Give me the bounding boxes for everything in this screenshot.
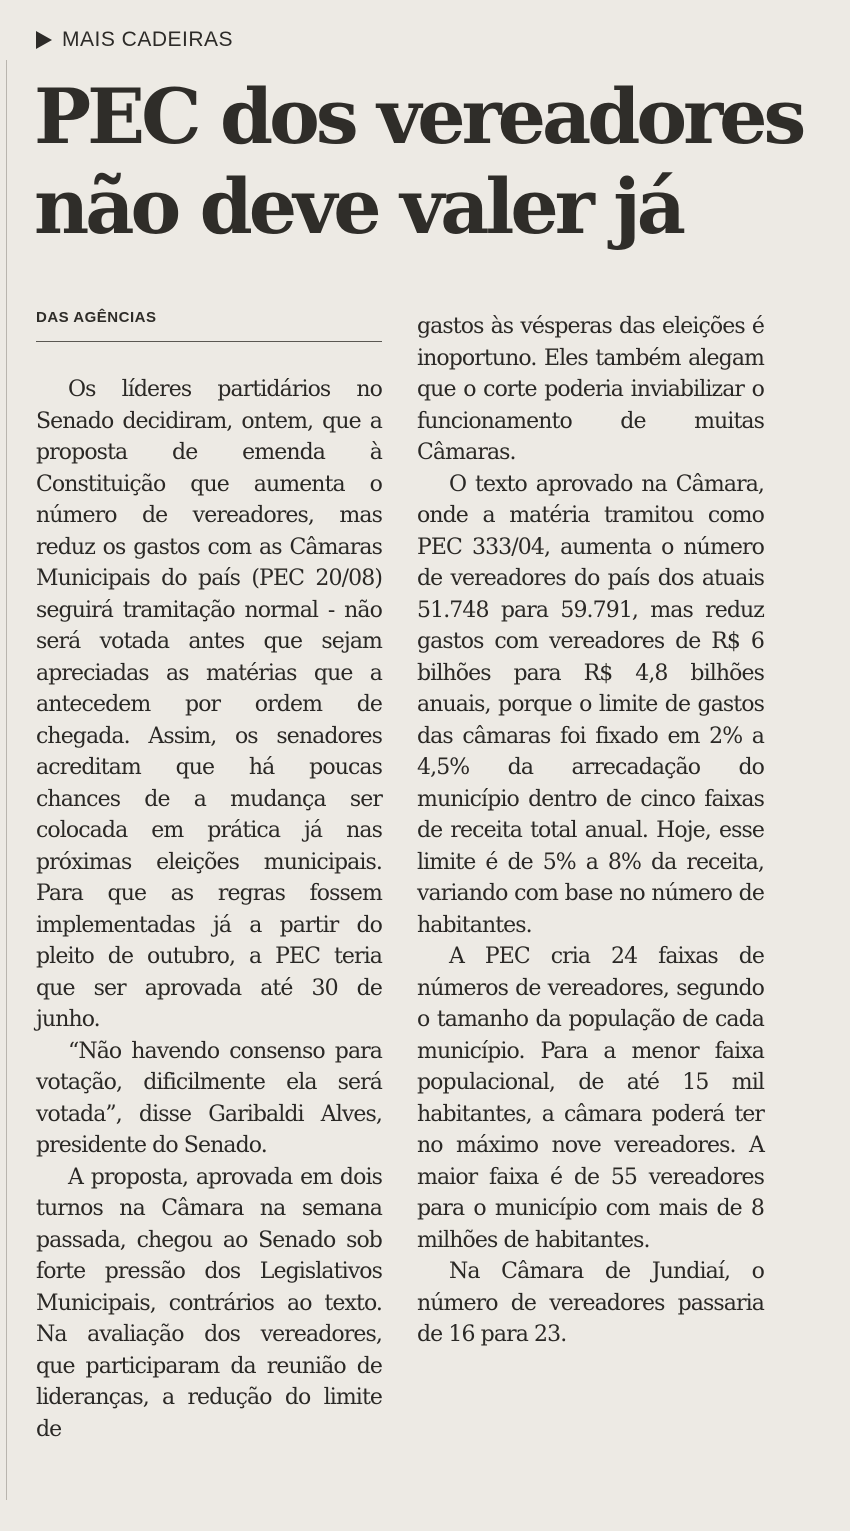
headline-line-2: não deve valer já bbox=[34, 162, 682, 251]
section-label: MAIS CADEIRAS bbox=[62, 28, 234, 51]
byline-divider bbox=[36, 341, 382, 342]
article-paragraph: A PEC cria 24 faixas de números de vereadores, segundo o tamanho da população de cada município. Para a menor faixa populacional, de até 15 mil habitantes, a câmara poderá ter no máximo nove vereadores. A maior faixa é de 55 vereadores para o município com mais de 8 milhões de habitantes. bbox=[417, 944, 764, 1253]
article-paragraph-continuation: gastos às vésperas das eleições é inoportuno. Eles também alegam que o corte poderia inviabilizar o funcionamento de muitas Câmaras. bbox=[417, 314, 764, 465]
article-paragraph: “Não havendo consenso para votação, dificilmente ela será votada”, disse Garibaldi Alves, presidente do Senado. bbox=[36, 1038, 382, 1158]
section-tag bbox=[36, 28, 233, 52]
article-column-1 bbox=[36, 374, 382, 1445]
article-paragraph: Os líderes partidários no Senado decidiram, ontem, que a proposta de emenda à Constituição que aumenta o número de vereadores, mas reduz os gastos com as Câmaras Municipais do país (PEC 20/08) seguirá tramitação normal - não será votada antes que sejam apreciadas as matérias que a antecedem por ordem de chegada. Assim, os senadores acreditam que há poucas chances de a mudança ser colocada em prática já nas próximas eleições municipais. Para que as regras fossem implementadas já a partir do pleito de outubro, a PEC teria que ser aprovada até 30 de junho. bbox=[36, 377, 382, 1032]
headline bbox=[34, 72, 834, 252]
article-column-2 bbox=[417, 311, 764, 1351]
headline-line-1: PEC dos vereadores bbox=[34, 72, 803, 161]
article-paragraph: O texto aprovado na Câmara, onde a matéria tramitou como PEC 333/04, aumenta o número de vereadores do país dos atuais 51.748 para 59.791, mas reduz gastos com vereadores de R$ 6 bilhões para R$ 4,8 bilhões anuais, porque o limite de gastos das câmaras foi fixado em 2% a 4,5% da arrecadação do município dentro de cinco faixas de receita total anual. Hoje, esse limite é de 5% a 8% da receita, variando com base no número de habitantes. bbox=[417, 471, 764, 938]
page-edge-rule bbox=[6, 60, 7, 1500]
article-paragraph: Na Câmara de Jundiaí, o número de vereadores passaria de 16 para 23. bbox=[417, 1259, 764, 1347]
byline: DAS AGÊNCIAS bbox=[36, 309, 157, 326]
article-paragraph: A proposta, aprovada em dois turnos na Câmara na semana passada, chegou ao Senado sob forte pressão dos Legislativos Municipais, contrários ao texto. Na avaliação dos vereadores, que participaram da reunião de lideranças, a redução do limite de bbox=[36, 1164, 382, 1442]
arrow-right-icon bbox=[36, 31, 52, 49]
